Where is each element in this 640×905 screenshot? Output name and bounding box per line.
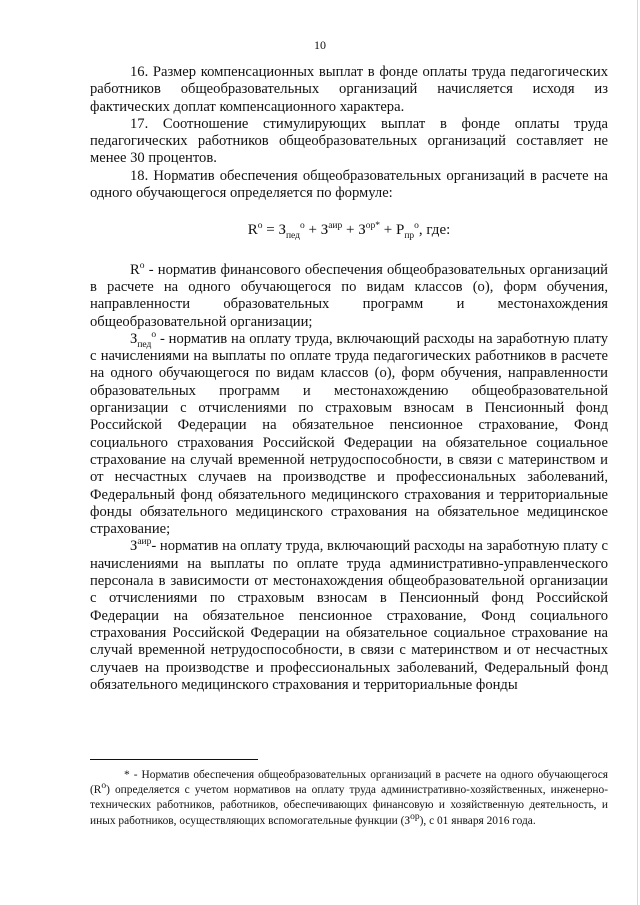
definition-zped-text: - норматив на оплату труда, включающий расходы на заработную плату с начислениями на выплаты по оплате труда педагогических работников в расчете на одного обучающегося по видам классов (о), форм обучения, направленности образовательных программ и местонахождению общеобразовательной организации с отчислениями по страховым взносам в Пенсионный фонд Российской Федерации на обязательное пенсионное страхование, Фонд социального страхования Российской Федерации на обязательное социальное страхование на случай временной нетрудоспособности, в связи с материнством и от несчастных случаев на производстве и профессиональных заболеваний, Федеральный фонд обязательного медицинского страхования и территориальные фонды обязательного медицинского страхования на обязательное медицинское страхование; xyxy=(90,330,608,538)
paragraph-18: 18. Норматив обеспечения общеобразовательных организаций в расчете на одного обучающегося определяется по формуле: xyxy=(90,167,608,202)
footnote-sup-a: о xyxy=(101,781,107,792)
footnote-marker: * xyxy=(124,769,130,781)
definition-r-text: - норматив финансового обеспечения общеобразовательных организаций в расчете на одного обучающегося по видам классов (о), форм обучения, направленности образовательных программ и местонахождения общеобразовательной организации; xyxy=(90,261,608,330)
footnote-text-c: ), с 01 января 2016 года. xyxy=(419,814,536,827)
paragraph-17: 17. Соотношение стимулирующих выплат в фонде оплаты труда педагогических работников общеобразовательных организаций составляет не менее 30 процентов. xyxy=(90,115,608,167)
definition-zaup xyxy=(90,538,608,694)
formula-plus-1: + xyxy=(304,222,321,239)
definition-r-sup: о xyxy=(139,260,145,271)
formula-z3-sup: ор* xyxy=(365,221,380,232)
definition-zped xyxy=(90,331,608,539)
formula-eq: = xyxy=(262,222,279,239)
formula-plus-2: + xyxy=(342,222,359,239)
paragraph-16: 16. Размер компенсационных выплат в фонде оплаты труда педагогических работников общеобразовательных организаций начисляется исходя из фактических доплат компенсационного характера. xyxy=(90,64,608,115)
page-edge-line xyxy=(637,0,638,905)
definition-zaup-text: - норматив на оплату труда, включающий расходы на заработную плату с начислениями на выплаты по оплате труда административно-управленческого персонала в зависимости от местонахождения общеобразовательной организации с отчислениями по страховым взносам в Пенсионный фонд Российской Федерации на обязательное пенсионное страхование, Фонд социального страхования Российской Федерации на обязательное социальное страхование на случай временной нетрудоспособности, в связи с материнством и от несчастных случаев на производстве и профессиональных заболеваний, Федеральный фонд обязательного медицинского страхования и территориальные фонды xyxy=(90,538,608,693)
formula-p-sup: о xyxy=(414,221,419,232)
page-number: 10 xyxy=(314,38,326,52)
footnote-sup-b: ор xyxy=(410,811,420,822)
formula-tail: , где: xyxy=(418,222,451,239)
definition-zped-sub: пед xyxy=(137,339,152,350)
formula-r: R xyxy=(247,222,258,239)
definition-zped-symbol: З xyxy=(130,330,138,347)
formula-z1-sub: пед xyxy=(285,231,300,242)
formula-p-sub: пр xyxy=(404,231,415,242)
formula-p: Р xyxy=(395,222,405,239)
formula-z2: З xyxy=(320,222,329,239)
definition-r-symbol: R xyxy=(130,261,140,278)
footnote-text-a: - Норматив обеспечения общеобразовательных организаций в расчете на одного обучающегося (R xyxy=(90,769,608,797)
definition-zped-sup: о xyxy=(151,330,157,340)
formula-z2-sup: аир xyxy=(328,221,343,232)
footnote-divider xyxy=(90,759,258,760)
definition-zaup-symbol: З xyxy=(130,538,138,555)
formula-z3: З xyxy=(358,222,366,239)
footnote xyxy=(90,768,608,829)
formula-z1: З xyxy=(278,222,286,239)
formula-plus-3: + xyxy=(380,222,396,239)
formula xyxy=(90,221,608,242)
formula-r-sup: о xyxy=(257,221,263,232)
definition-r xyxy=(90,262,608,331)
footnote-text-b: ) определяется с учетом нормативов на оплату труда административно-хозяйственных, инженерно-технических работников, работников, обеспечивающих финансовую и хозяйственную деятельность, и иных работников, осуществляющих вспомогательные функции (З xyxy=(90,784,608,827)
document-body xyxy=(90,64,608,694)
definition-zaup-sup: аир xyxy=(137,537,152,548)
formula-z1-sup: о xyxy=(299,221,305,232)
